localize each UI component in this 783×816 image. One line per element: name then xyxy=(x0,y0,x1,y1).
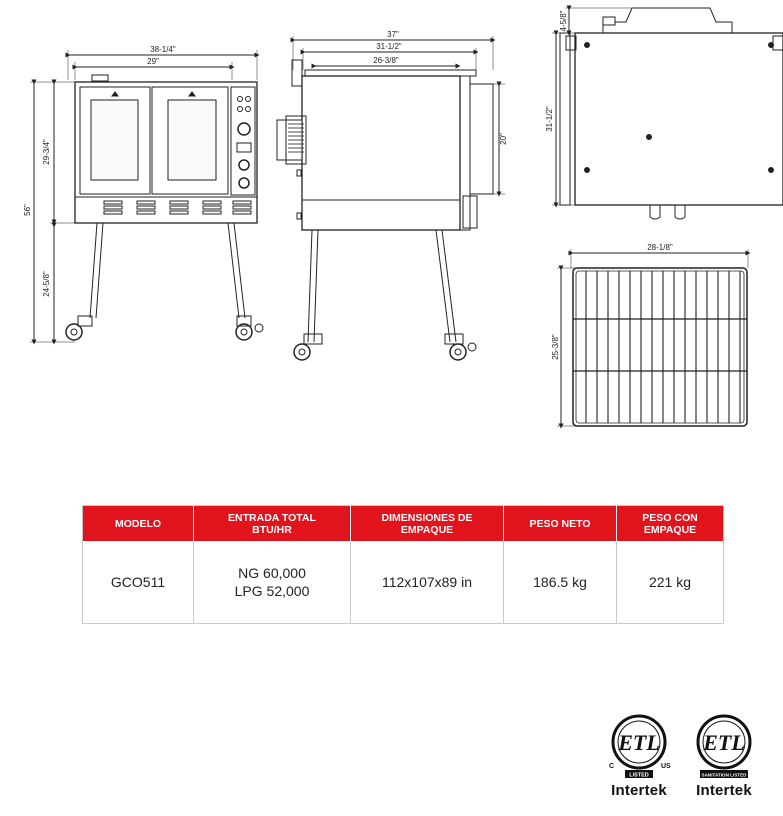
front-height-body: 29-3/4" xyxy=(42,139,51,165)
side-depth-overall: 37" xyxy=(387,30,399,39)
header-dims-line2: EMPAQUE xyxy=(400,523,454,536)
spec-table xyxy=(82,505,724,624)
side-door-height: 20" xyxy=(499,133,508,145)
header-dimensions xyxy=(351,506,504,542)
top-view xyxy=(552,8,783,219)
etl-prefix-c: C xyxy=(609,763,615,770)
table-header-row xyxy=(83,506,724,542)
intertek-label-1: Intertek xyxy=(611,782,667,799)
etl-sanitation-cert xyxy=(691,712,757,806)
cell-model: GCO511 xyxy=(83,541,194,624)
cell-btu-lpg: LPG 52,000 xyxy=(234,583,310,599)
front-width-body: 29" xyxy=(147,57,159,66)
rack-width: 28-1/8" xyxy=(647,243,673,252)
cell-dimensions: 112x107x89 in xyxy=(351,541,504,624)
header-btu xyxy=(194,506,351,542)
side-view xyxy=(277,36,505,360)
etl-suffix-us: US xyxy=(661,763,671,770)
cell-net-weight: 186.5 kg xyxy=(504,541,617,624)
header-gross-weight xyxy=(617,506,724,542)
header-gross-line2: EMPAQUE xyxy=(643,523,697,536)
rack-view xyxy=(557,249,748,426)
header-dims-line1: DIMENSIONES DE xyxy=(381,511,473,524)
etl-listed-logo xyxy=(606,712,672,780)
front-view xyxy=(30,50,263,342)
front-width-overall: 38-1/4" xyxy=(150,45,176,54)
etl-mark-1: ETL xyxy=(618,730,660,755)
header-net-weight: PESO NETO xyxy=(504,506,617,542)
cell-gross-weight: 221 kg xyxy=(648,574,692,590)
top-depth-body: 31-1/2" xyxy=(545,106,554,132)
header-model: MODELO xyxy=(83,506,194,542)
cell-btu-ng: NG 60,000 xyxy=(238,565,306,581)
front-height-legs: 24-5/8" xyxy=(42,271,51,297)
side-depth-body: 31-1/2" xyxy=(376,42,402,51)
etl-listed-cert xyxy=(606,712,672,806)
header-btu-line1: ENTRADA TOTAL xyxy=(228,511,316,524)
top-depth-top: 4-5/8" xyxy=(559,10,568,32)
etl-sub-2: SANITATION LISTED xyxy=(701,772,747,778)
header-btu-line2: BTU/HR xyxy=(252,523,292,536)
etl-sanitation-logo xyxy=(691,712,757,780)
etl-mark-2: ETL xyxy=(703,730,745,755)
intertek-label-2: Intertek xyxy=(696,782,752,799)
header-gross-line1: PESO CON xyxy=(642,511,698,524)
rack-depth: 25-3/8" xyxy=(551,334,560,360)
cell-btu xyxy=(194,541,351,624)
front-height-overall: 56" xyxy=(23,204,32,216)
table-row xyxy=(83,541,724,624)
etl-sub-1: LISTED xyxy=(629,772,649,779)
side-depth-interior: 26-3/8" xyxy=(373,56,399,65)
